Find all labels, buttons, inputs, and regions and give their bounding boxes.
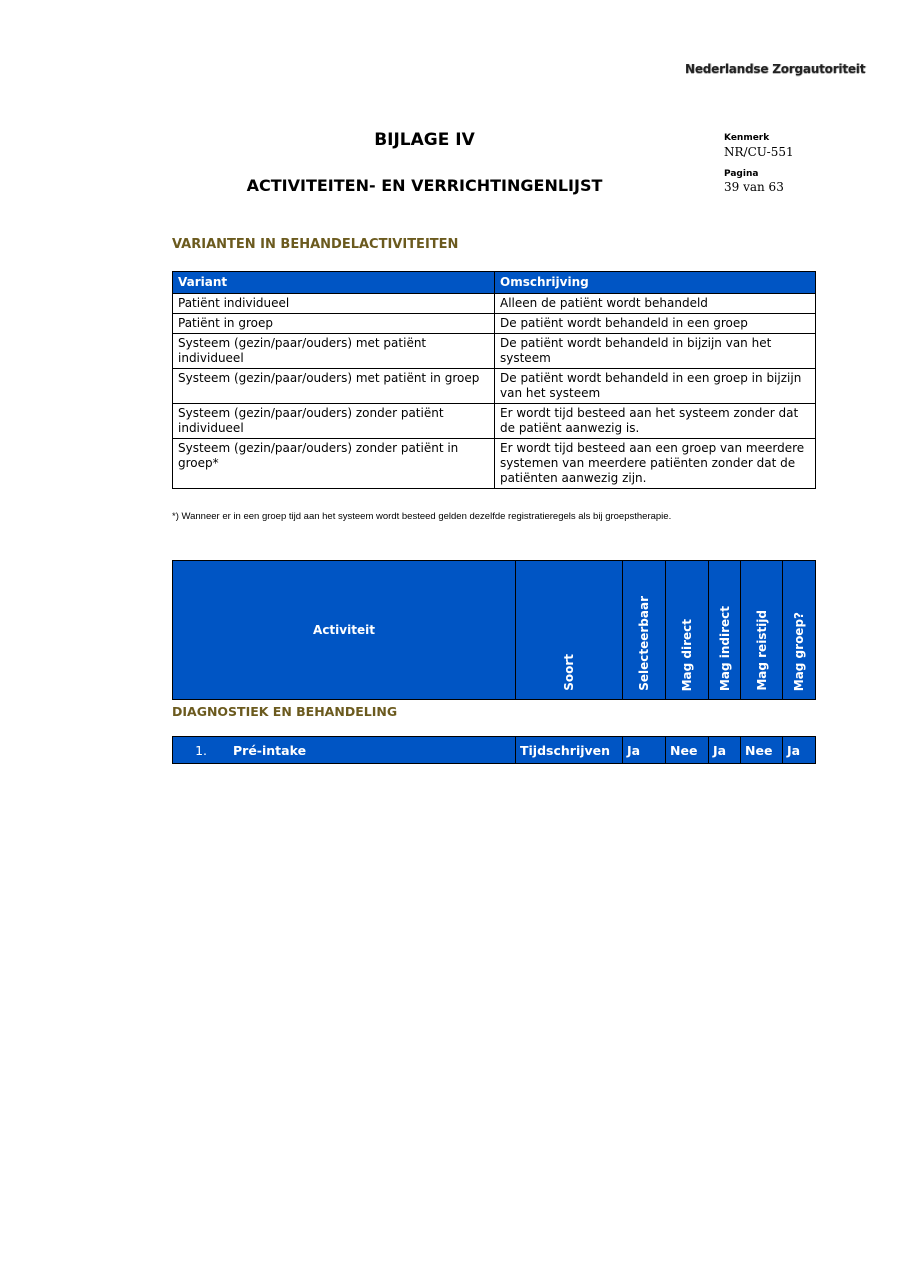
table-row bbox=[173, 314, 816, 334]
activity-mag-direct: Nee bbox=[666, 737, 709, 764]
activity-number: 1. bbox=[195, 742, 207, 758]
table-row bbox=[173, 369, 816, 404]
omschrijving-cell: Alleen de patiënt wordt behandeld bbox=[495, 294, 816, 314]
organization-name: Nederlandse Zorgautoriteit bbox=[685, 62, 866, 76]
document-title: BIJLAGE IV bbox=[374, 130, 475, 150]
activity-mag-reistijd: Nee bbox=[741, 737, 783, 764]
variant-cell: Systeem (gezin/paar/ouders) met patiënt individueel bbox=[173, 334, 495, 369]
variants-section-title: VARIANTEN IN BEHANDELACTIVITEITEN bbox=[172, 237, 459, 252]
activity-soort: Tijdschrijven bbox=[516, 737, 623, 764]
table-row bbox=[173, 294, 816, 314]
diagnostiek-section-title: DIAGNOSTIEK EN BEHANDELING bbox=[172, 704, 398, 719]
variants-header-variant: Variant bbox=[173, 272, 495, 294]
activities-header-table bbox=[172, 560, 816, 700]
table-row bbox=[173, 334, 816, 369]
header-soort: Soort bbox=[516, 561, 623, 700]
header-selecteerbaar: Selecteerbaar bbox=[623, 561, 666, 700]
omschrijving-cell: De patiënt wordt behandeld in een groep bbox=[495, 314, 816, 334]
variants-table bbox=[172, 271, 816, 489]
activity-selecteerbaar: Ja bbox=[623, 737, 666, 764]
variant-cell: Systeem (gezin/paar/ouders) met patiënt in groep bbox=[173, 369, 495, 404]
header-activiteit: Activiteit bbox=[173, 561, 516, 700]
table-row bbox=[173, 737, 816, 764]
omschrijving-cell: Er wordt tijd besteed aan het systeem zonder dat de patiënt aanwezig is. bbox=[495, 404, 816, 439]
header-mag-indirect: Mag indirect bbox=[709, 561, 741, 700]
activities-table bbox=[172, 736, 816, 764]
table-row bbox=[173, 404, 816, 439]
variant-cell: Systeem (gezin/paar/ouders) zonder patiënt in groep* bbox=[173, 439, 495, 489]
activity-mag-groep: Ja bbox=[783, 737, 816, 764]
kenmerk-label: Kenmerk bbox=[724, 133, 770, 143]
variant-cell: Patiënt individueel bbox=[173, 294, 495, 314]
activity-mag-indirect: Ja bbox=[709, 737, 741, 764]
table-row bbox=[173, 439, 816, 489]
document-subtitle: ACTIVITEITEN- EN VERRICHTINGENLIJST bbox=[246, 176, 603, 195]
header-mag-direct: Mag direct bbox=[666, 561, 709, 700]
variants-footnote: *) Wanneer er in een groep tijd aan het systeem wordt besteed gelden dezelfde registratieregels als bij groepstherapie. bbox=[172, 511, 672, 522]
header-mag-reistijd: Mag reistijd bbox=[741, 561, 783, 700]
pagina-label: Pagina bbox=[724, 169, 759, 179]
variants-header-omschrijving: Omschrijving bbox=[495, 272, 816, 294]
omschrijving-cell: De patiënt wordt behandeld in bijzijn van het systeem bbox=[495, 334, 816, 369]
activity-name-cell bbox=[173, 737, 516, 764]
kenmerk-value: NR/CU-551 bbox=[724, 145, 794, 159]
pagina-value: 39 van 63 bbox=[724, 180, 784, 194]
variant-cell: Patiënt in groep bbox=[173, 314, 495, 334]
omschrijving-cell: De patiënt wordt behandeld in een groep in bijzijn van het systeem bbox=[495, 369, 816, 404]
variant-cell: Systeem (gezin/paar/ouders) zonder patiënt individueel bbox=[173, 404, 495, 439]
omschrijving-cell: Er wordt tijd besteed aan een groep van meerdere systemen van meerdere patiënten zonder dat de patiënten aanwezig zijn. bbox=[495, 439, 816, 489]
activity-name: Pré-intake bbox=[233, 742, 307, 758]
header-mag-groep: Mag groep? bbox=[783, 561, 816, 700]
